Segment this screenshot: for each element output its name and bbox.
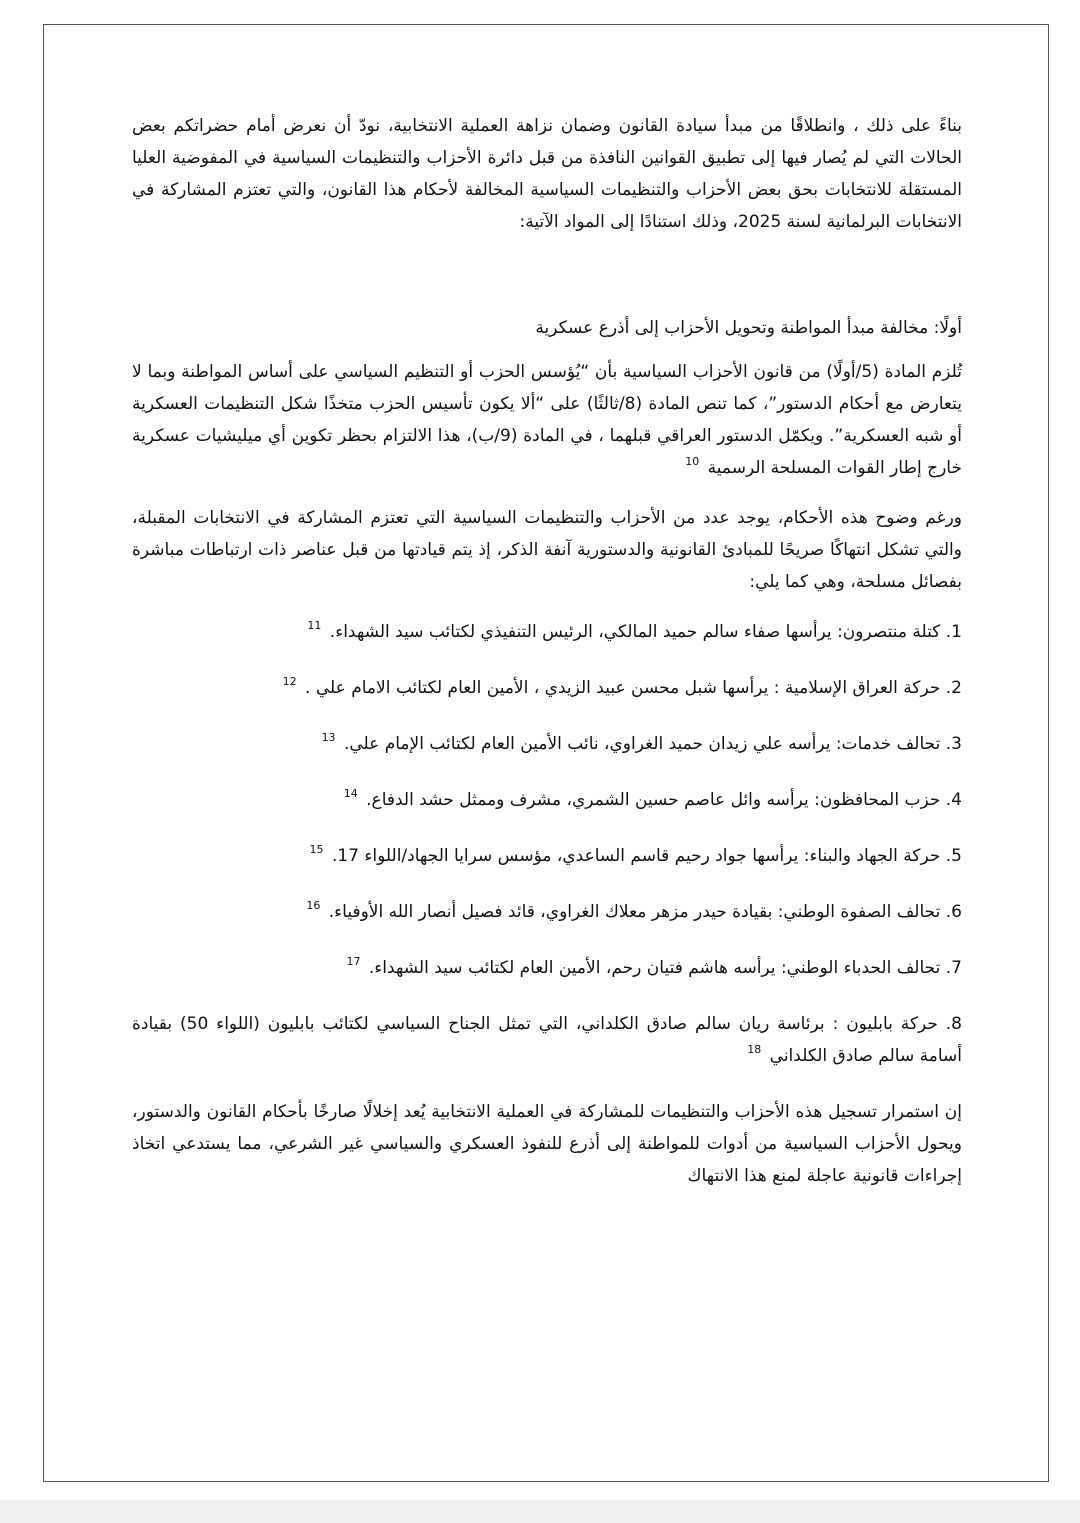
list-item-number: 6. <box>945 902 962 922</box>
list-item <box>132 952 962 984</box>
list-item-text: حركة الجهاد والبناء: يرأسها جواد رحيم قاسم الساعدي، مؤسس سرايا الجهاد/اللواء 17. <box>331 846 941 866</box>
list-item-text: تحالف خدمات: يرأسه علي زيدان حميد الغراوي، نائب الأمين العام لكتائب الإمام علي. <box>343 734 941 754</box>
intro-paragraph: بناءً على ذلك ، وانطلاقًا من مبدأ سيادة القانون وضمان نزاهة العملية الانتخابية، نودّ أن نعرض أمام حضراتكم بعض الحالات التي لم يُصار فيها إلى تطبيق القوانين النافذة من قبل دائرة الأحزاب والتنظيمات السياسية في المفوضية العليا المستقلة للانتخابات بحق بعض الأحزاب والتنظيمات السياسية المخالفة لأحكام هذا القانون، والتي تعتزم المشاركة في الانتخابات البرلمانية لسنة 2025، وذلك استنادًا إلى المواد الآتية: <box>132 116 962 232</box>
list-item-text: تحالف الصفوة الوطني: بقيادة حيدر مزهر معلاك الغراوي، قائد فصيل أنصار الله الأوفياء. <box>328 902 941 922</box>
list-item <box>132 840 962 872</box>
list-item-number: 7. <box>945 958 962 978</box>
list-item-text: كتلة منتصرون: يرأسها صفاء سالم حميد المالكي، الرئيس التنفيذي لكتائب سيد الشهداء. <box>329 622 941 642</box>
footnote-ref: 16 <box>306 899 321 912</box>
list-item <box>132 784 962 816</box>
list-item-text: حركة العراق الإسلامية : يرأسها شبل محسن عبيد الزيدي ، الأمين العام لكتائب الامام علي . <box>305 678 941 698</box>
footnote-ref: 15 <box>309 843 324 856</box>
violations-intro-paragraph: ورغم وضوح هذه الأحكام، يوجد عدد من الأحزاب والتنظيمات السياسية التي تعتزم المشاركة في الانتخابات المقبلة، والتي تشكل انتهاكًا صريحًا للمبادئ القانونية والدستورية آنفة الذكر، إذ يتم قيادتها من قبل عناصر ذات ارتباطات مباشرة بفصائل مسلحة، وهي كما يلي: <box>132 508 962 592</box>
footnote-ref: 13 <box>321 731 336 744</box>
footnote-ref: 14 <box>343 787 358 800</box>
list-item <box>132 728 962 760</box>
conclusion-paragraph: إن استمرار تسجيل هذه الأحزاب والتنظيمات للمشاركة في العملية الانتخابية يُعد إخلالًا صارخًا بأحكام القانون والدستور، ويحول الأحزاب السياسية من أدوات للمواطنة إلى أذرع للنفوذ العسكري والسياسي غير الشرعي، مما يستدعي اتخاذ إجراءات قانونية عاجلة لمنع هذا الانتهاك <box>132 1102 962 1186</box>
list-item-number: 8. <box>945 1014 962 1034</box>
list-item-number: 5. <box>945 846 962 866</box>
footnote-ref: 17 <box>346 955 361 968</box>
footnote-ref: 18 <box>747 1043 762 1056</box>
section-heading: أولًا: مخالفة مبدأ المواطنة وتحويل الأحزاب إلى أذرع عسكرية <box>535 318 962 338</box>
footnote-ref: 11 <box>307 619 322 632</box>
list-item-number: 2. <box>945 678 962 698</box>
footnote-ref: 10 <box>685 455 700 468</box>
footnote-ref: 12 <box>282 675 297 688</box>
list-item-text: حركة بابليون : برئاسة ريان سالم صادق الكلداني، التي تمثل الجناح السياسي لكتائب بابليون (اللواء 50) بقيادة أسامة سالم صادق الكلداني <box>132 1014 962 1066</box>
list-item-text: حزب المحافظون: يرأسه وائل عاصم حسين الشمري، مشرف وممثل حشد الدفاع. <box>366 790 941 810</box>
viewer-bottom-band <box>0 1500 1080 1523</box>
list-item-number: 1. <box>945 622 962 642</box>
list-item-number: 3. <box>945 734 962 754</box>
legal-articles-paragraph <box>132 356 962 484</box>
legal-articles-text: تُلزم المادة (5/أولًا) من قانون الأحزاب السياسية بأن “يُؤسس الحزب أو التنظيم السياسي على أساس المواطنة وبما لا يتعارض مع أحكام الدستور”، كما تنص المادة (8/ثالثًا) على “ألا يكون تأسيس الحزب متخذًا شكل التنظيمات العسكرية أو شبه العسكرية”. ويكمّل الدستور العراقي قبلهما ، في المادة (9/ب)، هذا الالتزام بحظر تكوين أي ميليشيات عسكرية خارج إطار القوات المسلحة الرسمية <box>132 362 962 478</box>
list-item <box>132 896 962 928</box>
list-item <box>132 616 962 648</box>
list-item-number: 4. <box>945 790 962 810</box>
list-item <box>132 672 962 704</box>
list-item <box>132 1008 962 1072</box>
list-item-text: تحالف الحدباء الوطني: يرأسه هاشم فتيان رحم، الأمين العام لكتائب سيد الشهداء. <box>368 958 941 978</box>
party-list <box>132 616 962 1072</box>
document-body <box>132 110 962 1210</box>
